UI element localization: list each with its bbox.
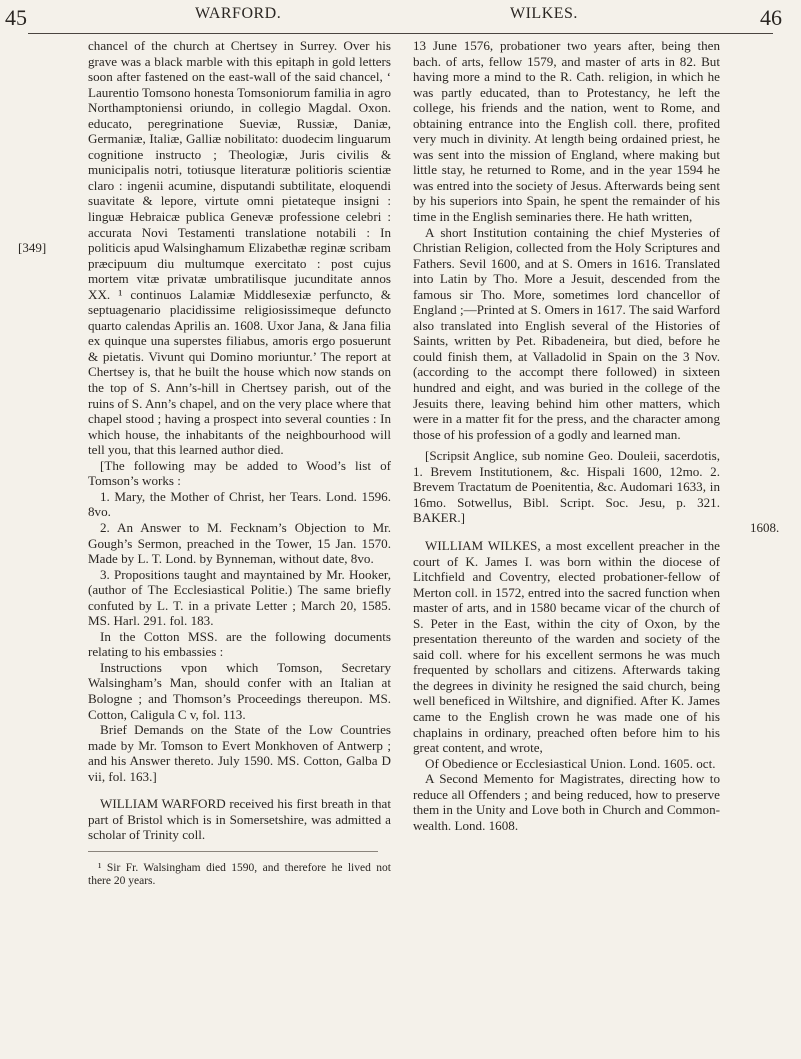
footnote-rule: [88, 851, 378, 852]
paragraph: 13 June 1576, probationer two years after, being then bach. of arts, fellow 1579, and master of arts in 82. But having more a mind to the R. Cath. religion, in which he was partly educated, than to Protestancy, he left the college, his friends and the nation, went to Rome, and obtaining entrance into the English coll. there, profited very much in divinity. At length being ordained priest, he was sent into the mission of England, where making but little stay, he returned to Rome, and in the year 1594 he was entred into the society of Jesus. Afterwards being sent by his superiors into Spain, he spent the remainder of his time in the English seminaries there. He hath written,: [413, 38, 720, 225]
list-item: Instructions vpon which Tomson, Secretary Walsingham’s Man, should confer with an Italian at Bologne ; and Thomson’s Proceedings thereupon. MS. Cotton, Caligula C v, fol. 113.: [88, 659, 391, 722]
paragraph: chancel of the church at Chertsey in Surrey. Over his grave was a black marble with this epitaph in gold letters soon after fastened on the east-wall of the said chancel, ‘ Laurentio Tomsono honesta Tomsoniorum familia in agro Northamptoniensi oriundo, in collegio Magdal. Oxon. educato, peregrinatione Sueviæ, Russiæ, Daniæ, Germaniæ, Italiæ, Galliæ nobilitato: duodecim linguarum cognitione instructo ; Theologiæ, Juris civilis & municipalis notri, totiusque literaturæ politioris scientiæ claro : ingenii acumine, disputandi subtilitate, eloquendi suavitate & lepore, virtute omni pietateque insigni : linguæ Hebraicæ publica Genevæ professione celebri : accurata Novi Testamenti translatione notabili : In politicis apud Walsinghamum Elizabethæ reginæ scribam præcipuum diu multumque exercitato : post cujus mortem vitæ privatæ umbratilisque jucunditate annos XX. ¹ continuos Lalamiæ Middlesexiæ perfuncto, & septuagenario placidissime religiosissimeque defuncto quarto calendas Aprilis an. 1608. Uxor Jana, & Jana filia ex quinque una superstes filiabus, amoris ergo posuerunt & pietatis. Vivunt qui Domino moriuntur.’ The report at Chertsey is, that he built the house which now stands on the top of S. Ann’s-hill in Chertsey parish, out of the ruins of S. Ann’s chapel, and on the very place where that chapel stood ; having a prospect into several counties : In which house, the inhabitants of the neighbourhood will tell you, that this learned author died.: [88, 38, 391, 458]
page-number-right: 46: [760, 5, 782, 30]
entry-heading-paragraph: WILLIAM WILKES, a most excellent preacher in the court of K. James I. was born within the diocese of Litchfield and Coventry, elected probationer-fellow of Merton coll. in 1572, entred into the sacred function when master of arts, and in 1580 became vicar of the church of S. Peter in the East, within the city of Oxon, by the presentation thereunto of the warden and society of the said coll. where for his excellent sermons he was much frequented by schollars and citizens. Afterwards taking the degrees in divinity he resigned the said church, being well beneficed in Wiltshire, and dignified. After K. James came to the English crown he was made one of his chaplains in ordinary, preached often before him to his great content, and wrote,: [413, 537, 720, 756]
paragraph: In the Cotton MSS. are the following documents relating to his embassies :: [88, 628, 391, 660]
paragraph: [The following may be added to Wood’s list of Tomson’s works :: [88, 457, 391, 489]
running-title-left: WARFORD.: [195, 5, 282, 22]
text-column-right: [413, 38, 720, 833]
header-rule: [28, 33, 773, 34]
list-item: 1. Mary, the Mother of Christ, her Tears. Lond. 1596. 8vo.: [88, 488, 391, 520]
list-item: 3. Propositions taught and mayntained by Mr. Hooker, (author of The Ecclesiastical Politie.) The same briefly confuted by L. T. in a private Letter ; March 20, 1585. MS. Harl. 291. fol. 183.: [88, 566, 391, 629]
entry-heading-paragraph: WILLIAM WARFORD received his first breath in that part of Bristol which is in Somersetshire, was admitted a scholar of Trinity coll.: [88, 796, 391, 843]
footnote: ¹ Sir Fr. Walsingham died 1590, and therefore he lived not there 20 years.: [88, 861, 391, 888]
margin-note-right: 1608.: [750, 520, 780, 535]
running-title-right: WILKES.: [510, 5, 578, 22]
list-item: Brief Demands on the State of the Low Countries made by Mr. Tomson to Evert Monkhoven of Antwerp ; and his Answer thereto. July 1590. MS. Cotton, Galba D vii, fol. 163.]: [88, 722, 391, 784]
running-header: [0, 0, 801, 34]
list-item: 2. An Answer to M. Fecknam’s Objection to Mr. Gough’s Sermon, preached in the Tower, 15 Jan. 1570. Made by L. T. Lond. by Bynneman, without date, 8vo.: [88, 519, 391, 567]
page-number-left: 45: [5, 5, 27, 30]
margin-note-left: [349]: [18, 240, 47, 255]
list-item: Of Obedience or Ecclesiastical Union. Lond. 1605. oct.: [425, 755, 716, 771]
text-column-left: [88, 38, 391, 889]
paragraph: [Scripsit Anglice, sub nomine Geo. Douleii, sacerdotis, 1. Brevem Institutionem, &c. Hispali 1600, 12mo. 2. Brevem Tractatum de Poenitentia, &c. Audomari 1633, in 16mo. Sotwellus, Bibl. Script. Soc. Jesu, p. 321. BAKER.]: [413, 448, 720, 526]
list-item: A Second Memento for Magistrates, directing how to reduce all Offenders ; and being reduced, how to preserve them in the Unity and Love both in Church and Common-wealth. Lond. 1608.: [413, 771, 720, 833]
paragraph: A short Institution containing the chief Mysteries of Christian Religion, collected from the Holy Scriptures and Fathers. Sevil 1600, and at S. Omers in 1616. Translated into Latin by Tho. More a Jesuit, descended from the famous sir Tho. More, sometimes lord chancellor of England ;—Printed at S. Omers in 1617. The said Warford also translated into English several of the Histories of Saints, written by Pet. Ribadeneira, but died, before he could finish them, at Valladolid in Spain on the 3 Nov. (according to the accompt there followed) in sixteen hundred and eight, and was buried in the college of the Jesuits there, leaving behind him other matters, which were in a matter fit for the press, and the character among those of his profession of a godly and learned man.: [413, 224, 720, 442]
